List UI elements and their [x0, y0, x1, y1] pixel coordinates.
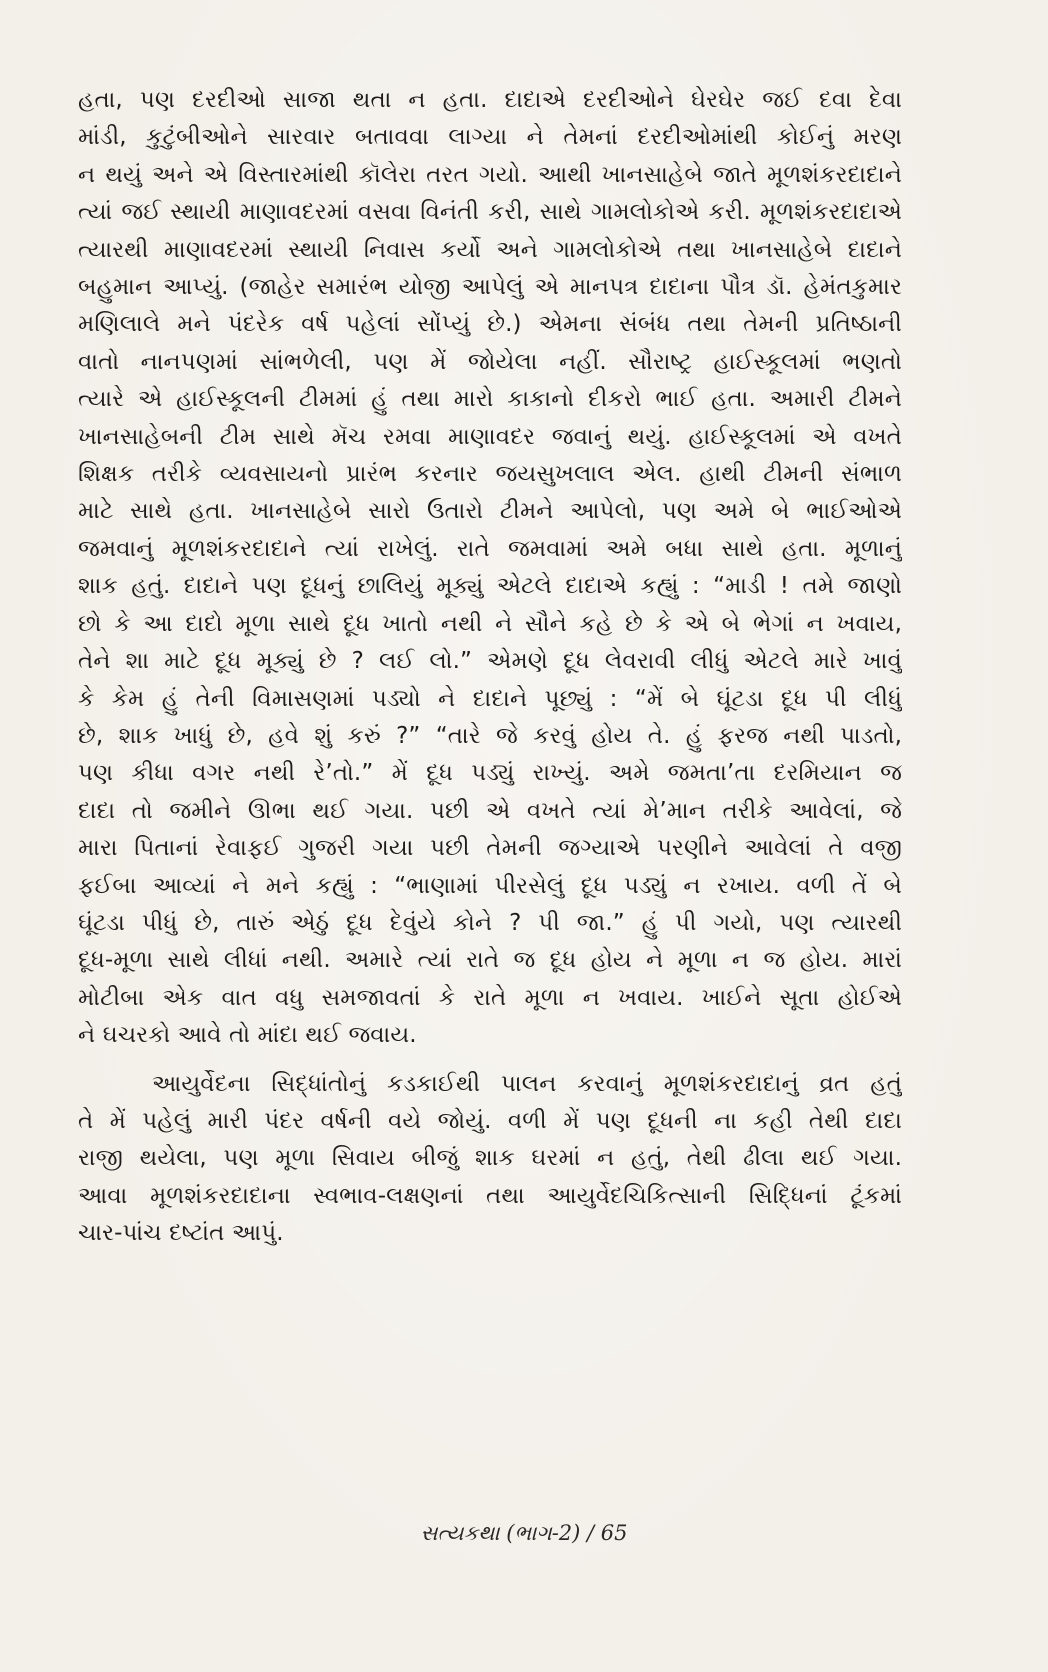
text-line: મારા પિતાનાં રેવાફઈ ગુજરી ગયા પછી તેમની જગ્યાએ પરણીને આવેલાં તે વજી [78, 835, 902, 862]
text-line: આયુર્વેદના સિદ્ધાંતોનું કડકાઈથી પાલન કરવાનું મૂળશંકરદાદાનું વ્રત હતું [152, 1070, 902, 1097]
text-line: છે, શાક ખાધું છે, હવે શું કરું ?” “તારે જે કરવું હોય તે. હું ફરજ નથી પાડતો, [78, 722, 902, 749]
text-line: દૂધ-મૂળા સાથે લીધાં નથી. અમારે ત્યાં રાતે જ દૂધ હોય ને મૂળા ન જ હોય. મારાં [78, 947, 902, 974]
text-line: શાક હતું. દાદાને પણ દૂધનું છાલિયું મૂક્યું એટલે દાદાએ કહ્યું : “માડી ! તમે જાણો [78, 573, 902, 600]
paragraph-2 [78, 1066, 902, 1253]
text-line: બહુમાન આપ્યું. (જાહેર સમારંભ યોજી આપેલું એ માનપત્ર દાદાના પૌત્ર ડૉ. હેમંતકુમાર [78, 274, 902, 301]
paragraph-1 [78, 82, 902, 1055]
text-line: તેને શા માટે દૂધ મૂક્યું છે ? લઈ લો.” એમણે દૂધ લેવરાવી લીધું એટલે મારે ખાવું [78, 648, 902, 675]
text-line: છો કે આ દાદો મૂળા સાથે દૂધ ખાતો નથી ને સૌને કહે છે કે એ બે ભેગાં ન ખવાય, [78, 610, 902, 637]
page-footer [0, 1521, 1048, 1546]
text-line: રાજી થયેલા, પણ મૂળા સિવાય બીજું શાક ઘરમાં ન હતું, તેથી ઢીલા થઈ ગયા. [78, 1145, 902, 1172]
text-line: દાદા તો જમીને ઊભા થઈ ગયા. પછી એ વખતે ત્યાં મે’માન તરીકે આવેલાં, જે [78, 797, 902, 824]
text-line: ફઈબા આવ્યાં ને મને કહ્યું : “ભાણામાં પીરસેલું દૂધ પડ્યું ન રખાય. વળી તેં બે [78, 872, 902, 899]
text-line: ત્યારે એ હાઈસ્કૂલની ટીમમાં હું તથા મારો કાકાનો દીકરો ભાઈ હતા. અમારી ટીમને [78, 386, 902, 413]
text-line: વાતો નાનપણમાં સાંભળેલી, પણ મેં જોયેલા નહીં. સૌરાષ્ટ્ર હાઈસ્કૂલમાં ભણતો [78, 348, 902, 375]
text-line: ખાનસાહેબની ટીમ સાથે મૅચ રમવા માણાવદર જવાનું થયું. હાઈસ્કૂલમાં એ વખતે [78, 423, 902, 450]
text-line: મણિલાલે મને પંદરેક વર્ષ પહેલાં સોંપ્યું છે.) એમના સંબંધ તથા તેમની પ્રતિષ્ઠાની [78, 311, 902, 338]
text-line: તે મેં પહેલું મારી પંદર વર્ષની વયે જોયું. વળી મેં પણ દૂધની ના કહી તેથી દાદા [78, 1107, 902, 1134]
text-line: આવા મૂળશંકરદાદાના સ્વભાવ-લક્ષણનાં તથા આયુર્વેદચિકિત્સાની સિદ્ધિનાં ટૂંકમાં [78, 1182, 902, 1209]
footer-text: સત્યકથા (ભાગ-2) / 65 [420, 1521, 628, 1545]
text-line: કે કેમ હું તેની વિમાસણમાં પડ્યો ને દાદાને પૂછ્યું : “મેં બે ઘૂંટડા દૂધ પી લીધું [78, 685, 902, 712]
text-line: માંડી, કુટુંબીઓને સારવાર બતાવવા લાગ્યા ને તેમનાં દરદીઓમાંથી કોઈનું મરણ [78, 124, 902, 151]
body-text [78, 82, 902, 1253]
text-line: ઘૂંટડા પીધું છે, તારું એઠું દૂધ દેવુંયે કોને ? પી જા.” હું પી ગયો, પણ ત્યારથી [78, 909, 902, 936]
text-line: ત્યારથી માણાવદરમાં સ્થાયી નિવાસ કર્યો અને ગામલોકોએ તથા ખાનસાહેબે દાદાને [78, 236, 902, 263]
text-line: જમવાનું મૂળશંકરદાદાને ત્યાં રાખેલું. રાતે જમવામાં અમે બધા સાથે હતા. મૂળાનું [78, 535, 902, 562]
text-line: હતા, પણ દરદીઓ સાજા થતા ન હતા. દાદાએ દરદીઓને ઘેરઘેર જઈ દવા દેવા [78, 87, 902, 113]
text-line: ચાર-પાંચ દષ્ટાંત આપું. [78, 1220, 284, 1247]
text-line: માટે સાથે હતા. ખાનસાહેબે સારો ઉતારો ટીમને આપેલો, પણ અમે બે ભાઈઓએ [78, 498, 902, 525]
text-line: ન થયું અને એ વિસ્તારમાંથી કૉલેરા તરત ગયો. આથી ખાનસાહેબે જાતે મૂળશંકરદાદાને [78, 161, 902, 188]
text-line: મોટીબા એક વાત વધુ સમજાવતાં કે રાતે મૂળા ન ખવાય. ખાઈને સૂતા હોઈએ [78, 984, 902, 1011]
text-line: શિક્ષક તરીકે વ્યવસાયનો પ્રારંભ કરનાર જયસુખલાલ એલ. હાથી ટીમની સંભાળ [78, 461, 902, 488]
text-line: પણ કીધા વગર નથી રે’તો.” મેં દૂધ પડ્યું રાખ્યું. અમે જમતા’તા દરમિયાન જ [78, 760, 902, 787]
text-line: ત્યાં જઈ સ્થાયી માણાવદરમાં વસવા વિનંતી કરી, સાથે ગામલોકોએ કરી. મૂળશંકરદાદાએ [78, 199, 902, 226]
text-line: ને ઘચરકો આવે તો માંદા થઈ જવાય. [78, 1022, 417, 1049]
